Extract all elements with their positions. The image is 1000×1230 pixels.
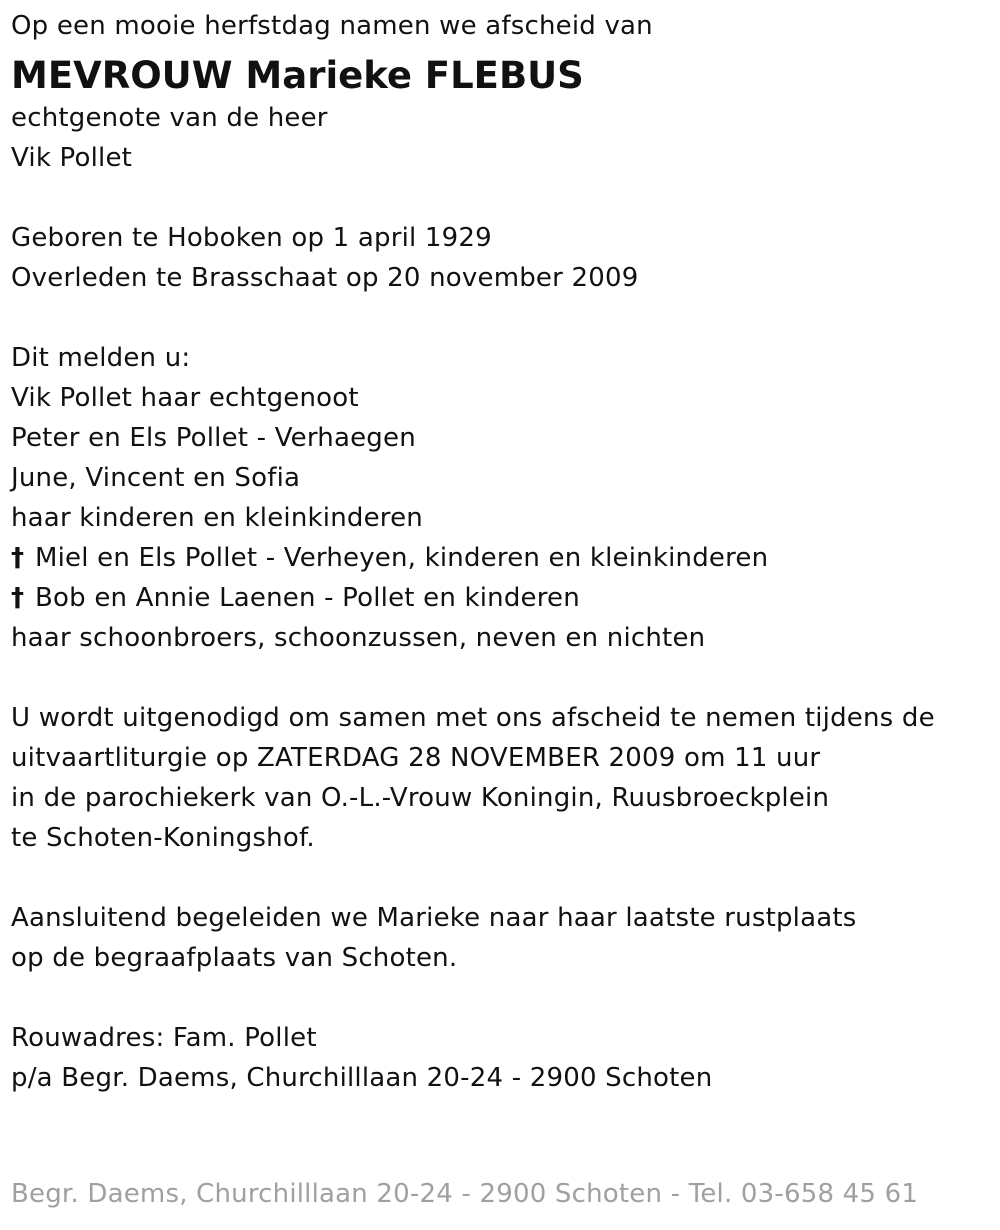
- spacer: [11, 858, 986, 898]
- family-line-text: Bob en Annie Laenen - Pollet en kinderen: [35, 583, 580, 613]
- spouse-line-2: Vik Pollet: [11, 143, 133, 173]
- family-line-deceased: [11, 578, 986, 618]
- cross-icon: †: [11, 543, 25, 573]
- spouse-line-1: echtgenote van de heer: [11, 103, 328, 133]
- invitation-line: U wordt uitgenodigd om samen met ons afscheid te nemen tijdens de: [11, 703, 935, 733]
- family-line: June, Vincent en Sofia: [11, 463, 301, 493]
- deceased-name: MEVROUW Marieke FLEBUS: [11, 54, 584, 97]
- burial-line: op de begraafplaats van Schoten.: [11, 943, 458, 973]
- intro-text: Op een mooie herfstdag namen we afscheid van: [11, 11, 653, 41]
- invitation-line: in de parochiekerk van O.-L.-Vrouw Koningin, Ruusbroeckplein: [11, 783, 830, 813]
- spacer: [11, 978, 986, 1018]
- obituary-notice: [11, 6, 986, 1098]
- invitation-line: te Schoten-Koningshof.: [11, 823, 315, 853]
- announced-by-label: Dit melden u:: [11, 343, 191, 373]
- family-line: haar schoonbroers, schoonzussen, neven en nichten: [11, 623, 706, 653]
- family-line: haar kinderen en kleinkinderen: [11, 503, 423, 533]
- family-line-deceased: [11, 538, 986, 578]
- family-line-text: Miel en Els Pollet - Verheyen, kinderen en kleinkinderen: [35, 543, 769, 573]
- birth-info: Geboren te Hoboken op 1 april 1929: [11, 223, 492, 253]
- invitation-line: uitvaartliturgie op ZATERDAG 28 NOVEMBER 2009 om 11 uur: [11, 743, 821, 773]
- family-line: Vik Pollet haar echtgenoot: [11, 383, 359, 413]
- cross-icon: †: [11, 583, 25, 613]
- death-info: Overleden te Brasschaat op 20 november 2009: [11, 263, 639, 293]
- mourning-address-line: p/a Begr. Daems, Churchilllaan 20-24 - 2900 Schoten: [11, 1063, 713, 1093]
- spacer: [11, 658, 986, 698]
- family-line: Peter en Els Pollet - Verhaegen: [11, 423, 416, 453]
- spacer: [11, 298, 986, 338]
- funeral-home-footer: Begr. Daems, Churchilllaan 20-24 - 2900 Schoten - Tel. 03-658 45 61: [11, 1179, 919, 1209]
- burial-line: Aansluitend begeleiden we Marieke naar haar laatste rustplaats: [11, 903, 857, 933]
- mourning-address-line: Rouwadres: Fam. Pollet: [11, 1023, 317, 1053]
- spacer: [11, 178, 986, 218]
